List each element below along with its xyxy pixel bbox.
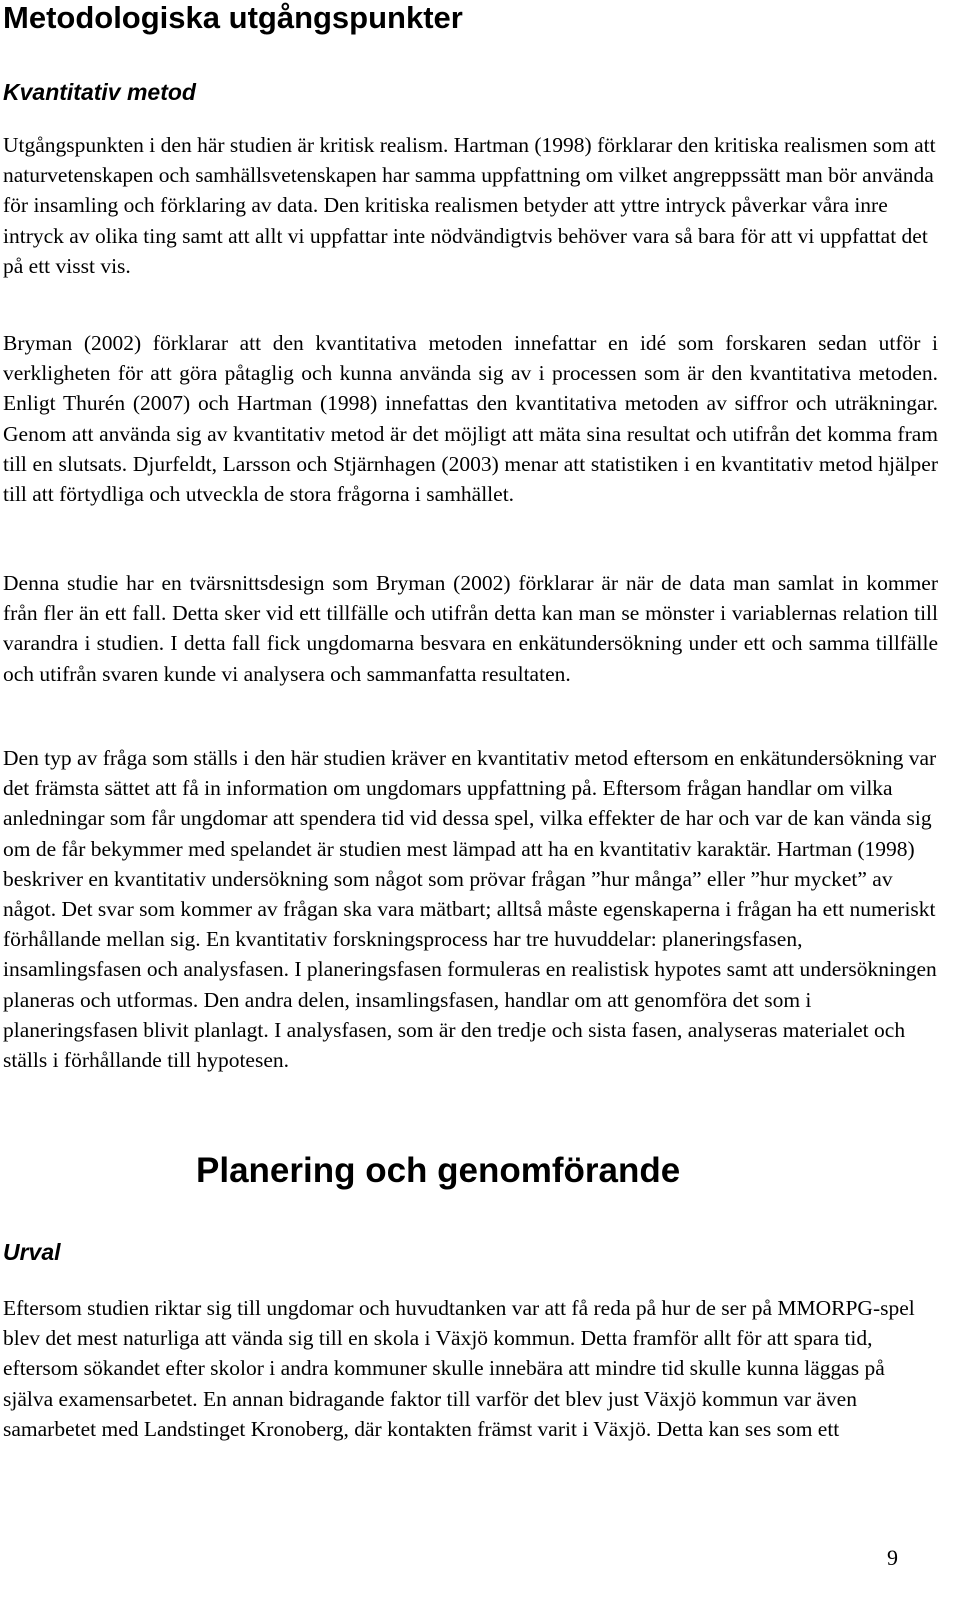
page-title: Metodologiska utgångspunkter — [3, 0, 463, 35]
section-heading-urval: Urval — [3, 1239, 61, 1265]
paragraph-urval: Eftersom studien riktar sig till ungdomar och huvudtanken var att få reda på hur de ser på MMORPG-spel blev det mest naturliga att vända sig till en skola i Växjö kommun. Detta framför allt för att spara tid, eftersom sökandet efter skolor i andra kommuner skulle innebära att mindre tid skulle kunna läggas på själva examensarbetet. En annan bidragande faktor till varför det blev just Växjö kommun var även samarbetet med Landstinget Kronoberg, där kontakten främst varit i Växjö. Detta kan ses som ett — [3, 1296, 915, 1441]
paragraph-fragetyp: Den typ av fråga som ställs i den här studien kräver en kvantitativ metod eftersom en enkätundersökning var det främsta sättet att få in information om ungdomars uppfattning på. Eftersom frågan handlar om vilka anledningar som får ungdomar att spendera tid vid dessa spel, vilka effekter de har och var de kan vända sig om de får bekymmer med spelandet är studien mest lämpad att ha en kvantitativ karaktär. Hartman (1998) beskriver en kvantitativ undersökning som något som prövar frågan ”hur många” eller ”hur mycket” av något. Det svar som kommer av frågan ska vara mätbart; alltså måste egenskaperna i frågan ha ett numeriskt förhållande mellan sig. En kvantitativ forskningsprocess har tre huvuddelar: planeringsfasen, insamlingsfasen och analysfasen. I planeringsfasen formuleras en realistisk hypotes samt att undersökningen planeras och utformas. Den andra delen, insamlingsfasen, handlar om att genomföra det som i planeringsfasen blivit planlagt. I analysfasen, som är den tredje och sista fasen, analyseras materialet och ställs i förhållande till hypotesen. — [3, 746, 937, 1073]
paragraph-bryman-kvantitativ: Bryman (2002) förklarar att den kvantitativa metoden innefattar en idé som forskaren sedan utför i verkligheten för att göra påtaglig och kunna använda sig av i processen som är den kvantitativa metoden. Enligt Thurén (2007) och Hartman (1998) innefattas den kvantitativa metoden av siffror och uträkningar. Genom att använda sig av kvantitativ metod är det möjligt att mäta sina resultat och utifrån det komma fram till en slutsats. Djurfeldt, Larsson och Stjärnhagen (2003) menar att statistiken i en kvantitativ metod hjälper till att förtydliga och utveckla de stora frågorna i samhället. — [3, 331, 938, 507]
paragraph-kritisk-realism: Utgångspunkten i den här studien är kritisk realism. Hartman (1998) förklarar den kritiska realismen som att naturvetenskapen och samhällsvetenskapen har samma uppfattning om vilket angreppssätt man bör använda för insamling och förklaring av data. Den kritiska realismen betyder att yttre intryck påverkar våra inre intryck av olika ting samt att allt vi uppfattar inte nödvändigtvis behöver vara så bara för att vi uppfattat det på ett visst vis. — [3, 133, 936, 278]
paragraph-tvarsnittsdesign: Denna studie har en tvärsnittsdesign som Bryman (2002) förklarar är när de data man samlat in kommer från fler än ett fall. Detta sker vid ett tillfälle och utifrån detta kan man se mönster i variablernas relation till varandra i studien. I detta fall fick ungdomarna besvara en enkätundersökning under ett och samma tillfälle och utifrån svaren kunde vi analysera och sammanfatta resultaten. — [3, 571, 938, 686]
chapter-heading-planering: Planering och genomförande — [196, 1151, 681, 1190]
section-heading-kvantitativ-metod: Kvantitativ metod — [3, 79, 196, 105]
page-number: 9 — [887, 1545, 898, 1570]
